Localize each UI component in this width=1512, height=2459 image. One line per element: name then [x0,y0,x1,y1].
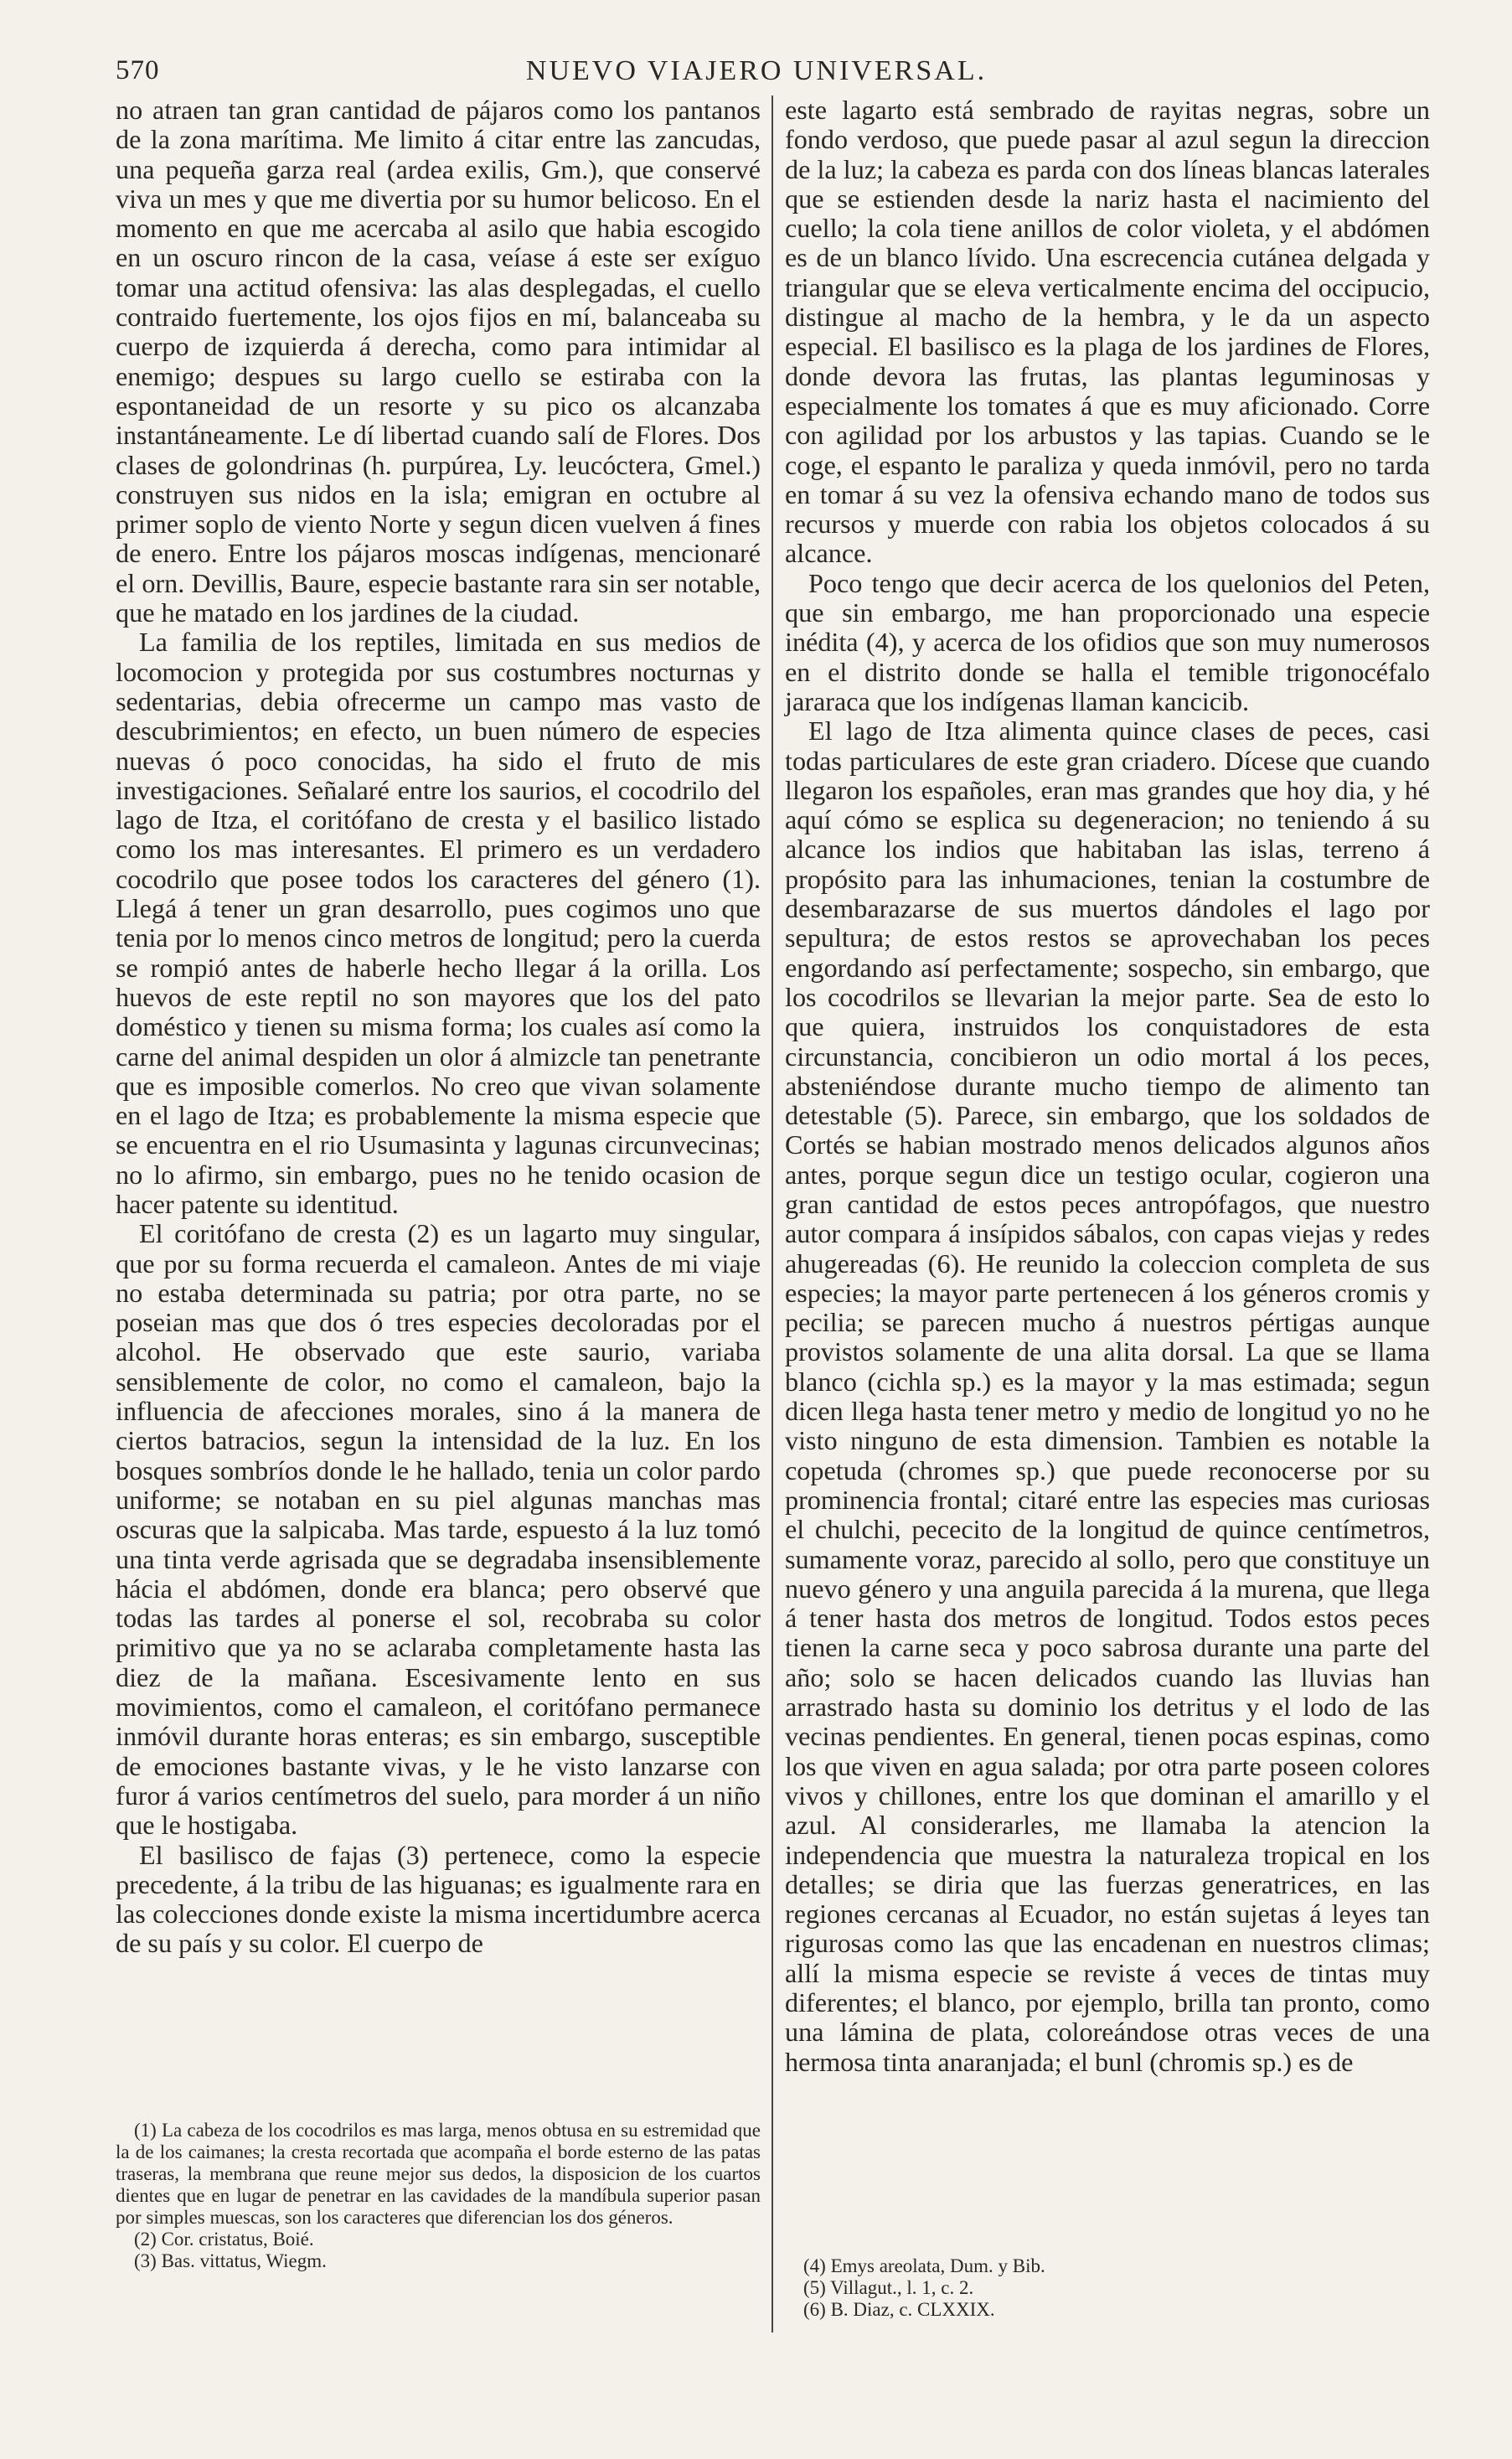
footnotes-right [785,2255,1430,2321]
footnote: (4) Emys areolata, Dum. y Bib. [803,2255,1045,2276]
footnote: (5) Villagut., l. 1, c. 2. [803,2277,974,2298]
running-title: NUEVO VIAJERO UNIVERSAL. [525,55,988,86]
left-column [116,96,761,1959]
footnote: (1) La cabeza de los cocodrilos es mas larga, menos obtusa en su estremidad que la de los caimanes; la cresta recortada que acompaña el borde esterno de las patas traseras, la membrana que reune mejor sus dedos, la disposicion de los cuartos dientes que en lugar de penetrar en las cavidades de la mandíbula superior pasan por simples muescas, son los caracteres que diferencian los dos géneros. [116,2120,761,2228]
right-column [785,96,1430,2077]
footnote: (3) Bas. vittatus, Wiegm. [134,2250,327,2271]
column-divider [771,96,773,2332]
footnote: (2) Cor. cristatus, Boié. [134,2229,314,2250]
paragraph: no atraen tan gran cantidad de pájaros como los pantanos de la zona marítima. Me limito á citar entre las zancudas, una pequeña garza real (ardea exilis, Gm.), que conservé viva un mes y que me divertia por su humor belicoso. En el momento en que me acercaba al asilo que habia escogido en un oscuro rincon de la casa, veíase á este ser exíguo tomar una actitud ofensiva: las alas desplegadas, el cuello contraido fuertemente, los ojos fijos en mí, balanceaba su cuerpo de izquierda á derecha, como para intimidar al enemigo; despues su largo cuello se estiraba con la espontaneidad de un resorte y su pico os alcanzaba instantáneamente. Le dí libertad cuando salí de Flores. Dos clases de golondrinas (h. purpúrea, Ly. leucóctera, Gmel.) construyen sus nidos en la isla; emigran en octubre al primer soplo de viento Norte y segun dicen vuelven á fines de enero. Entre los pájaros moscas indígenas, mencionaré el orn. Devillis, Baure, especie bastante rara sin ser notable, que he matado en los jardines de la ciudad. [116,95,761,628]
paragraph: El coritófano de cresta (2) es un lagarto muy singular, que por su forma recuerda el camaleon. Antes de mi viaje no estaba determinada su patria; por otra parte, no se poseian mas que dos ó tres especies decoloradas por el alcohol. He observado que este saurio, variaba sensiblemente de color, no como el camaleon, bajo la influencia de afecciones morales, sino á la manera de ciertos batracios, segun la intensidad de la luz. En los bosques sombríos donde le he hallado, tenia un color pardo uniforme; se notaban en su piel algunas manchas mas oscuras que la salpicaba. Mas tarde, espuesto á la luz tomó una tinta verde agrisada que se degradaba insensiblemente hácia el abdómen, donde era blanca; pero observé que todas las tardes al ponerse el sol, recobraba su color primitivo que ya no se aclaraba completamente hasta las diez de la mañana. Escesivamente lento en sus movimientos, como el camaleon, el coritófano permanece inmóvil durante horas enteras; es sin embargo, susceptible de emociones bastante vivas, y le he visto lanzarse con furor á varios centímetros del suelo, para morder á un niño que le hostigaba. [116,1218,761,1841]
paragraph: El lago de Itza alimenta quince clases de peces, casi todas particulares de este gran criadero. Dícese que cuando llegaron los españoles, eran mas grandes que hoy dia, y hé aquí cómo se esplica su degeneracion; no teniendo á su alcance los indios que habitaban las islas, terreno á propósito para las inhumaciones, tenian la costumbre de desembarazarse de sus muertos dándoles el lago por sepultura; de estos restos se aprovechaban los peces engordando así perfectamente; sospecho, sin embargo, que los cocodrilos se llevarian la mejor parte. Sea de esto lo que quiera, instruidos los conquistadores de esta circunstancia, concibieron un odio mortal á los peces, absteniéndose durante mucho tiempo de alimento tan detestable (5). Parece, sin embargo, que los soldados de Cortés se habian mostrado menos delicados algunos años antes, porque segun dice un testigo ocular, cogieron una gran cantidad de estos peces antropófagos, que nuestro autor compara á insípidos sábalos, con capas viejas y redes ahugereadas (6). He reunido la coleccion completa de sus especies; la mayor parte pertenecen á los géneros cromis y pecilia; se parecen mucho á nuestros pértigas aunque provistos solamente de una alita dorsal. La que se llama blanco (cichla sp.) es la mayor y la mas estimada; segun dicen llega hasta tener metro y medio de longitud yo no he visto ninguno de esta dimension. Tambien es notable la copetuda (chromes sp.) que puede reconocerse por su prominencia frontal; citaré entre las especies mas curiosas el chulchi, pececito de la longitud de quince centímetros, sumamente voraz, parecido al sollo, pero que constituye un nuevo género y una anguila parecida á la murena, que llega á tener hasta dos metros de longitud. Todos estos peces tienen la carne seca y poco sabrosa durante una parte del año; solo se hacen delicados cuando las lluvias han arrastrado hasta su dominio los detritus y el lodo de las vecinas pendientes. En general, tienen pocas espinas, como los que viven en agua salada; por otra parte poseen colores vivos y chillones, entre los que dominan el amarillo y el azul. Al considerarles, me llamaba la atencion la independencia que muestra la naturaleza tropical en los detalles; se diria que las fuerzas generatrices, en las regiones cercanas al Ecuador, no están sujetas á leyes tan rigurosas como las que las encadenan en nuestros climas; allí la misma especie se reviste á veces de tintas muy diferentes; el blanco, por ejemplo, brilla tan pronto, como una lámina de plata, coloreándose otras veces de una hermosa tinta anaranjada; el bunl (chromis sp.) es de [785,715,1430,2077]
paragraph: este lagarto está sembrado de rayitas negras, sobre un fondo verdoso, que puede pasar al azul segun la direccion de la luz; la cabeza es parda con dos líneas blancas laterales que se estienden desde la nariz hasta el nacimiento del cuello; la cola tiene anillos de color violeta, y el abdómen es de un blanco lívido. Una escrecencia cutánea delgada y triangular que se eleva verticalmente encima del occipucio, distingue al macho de la hembra, y le da un aspecto especial. El basilisco es la plaga de los jardines de Flores, donde devora las frutas, las plantas leguminosas y especialmente los tomates á que es muy aficionado. Corre con agilidad por los arbustos y las tapias. Cuando se le coge, el espanto le paraliza y queda inmóvil, pero no tarda en tomar á su vez la ofensiva echando mano de todos sus recursos y muerde con rabia los objetos colocados á su alcance. [785,95,1430,569]
page-header [116,55,1397,97]
paragraph: Poco tengo que decir acerca de los quelonios del Peten, que sin embargo, me han proporcionado una especie inédita (4), y acerca de los ofidios que son muy numerosos en el distrito donde se halla el temible trigonocéfalo jararaca que los indígenas llaman kancicib. [785,567,1430,716]
page-number: 570 [116,55,160,85]
paragraph: La familia de los reptiles, limitada en sus medios de locomocion y protegida por sus costumbres nocturnas y sedentarias, debia ofrecerme un campo mas vasto de descubrimientos; en efecto, un buen número de especies nuevas ó poco conocidas, ha sido el fruto de mis investigaciones. Señalaré entre los saurios, el cocodrilo del lago de Itza, el coritófano de cresta y el basilico listado como los mas interesantes. El primero es un verdadero cocodrilo que posee todos los caracteres del género (1). Llegá á tener un gran desarrollo, pues cogimos uno que tenia por lo menos cinco metros de longitud; pero la cuerda se rompió antes de haberle hecho llegar á la orilla. Los huevos de este reptil no son mayores que los del pato doméstico y tienen su misma forma; los cuales así como la carne del animal despiden un olor á almizcle tan penetrante que es imposible comerlos. No creo que vivan solamente en el lago de Itza; es probablemente la misma especie que se encuentra en el rio Usumasinta y lagunas circunvecinas; no lo afirmo, sin embargo, pues no he tenido ocasion de hacer patente su identitud. [116,627,761,1219]
paragraph: El basilisco de fajas (3) pertenece, como la especie precedente, á la tribu de las higuanas; es igualmente rara en las colecciones donde existe la misma incertidumbre acerca de su país y su color. El cuerpo de [116,1839,761,1959]
footnotes-left [116,2120,761,2272]
footnote: (6) B. Diaz, c. CLXXIX. [803,2299,995,2320]
